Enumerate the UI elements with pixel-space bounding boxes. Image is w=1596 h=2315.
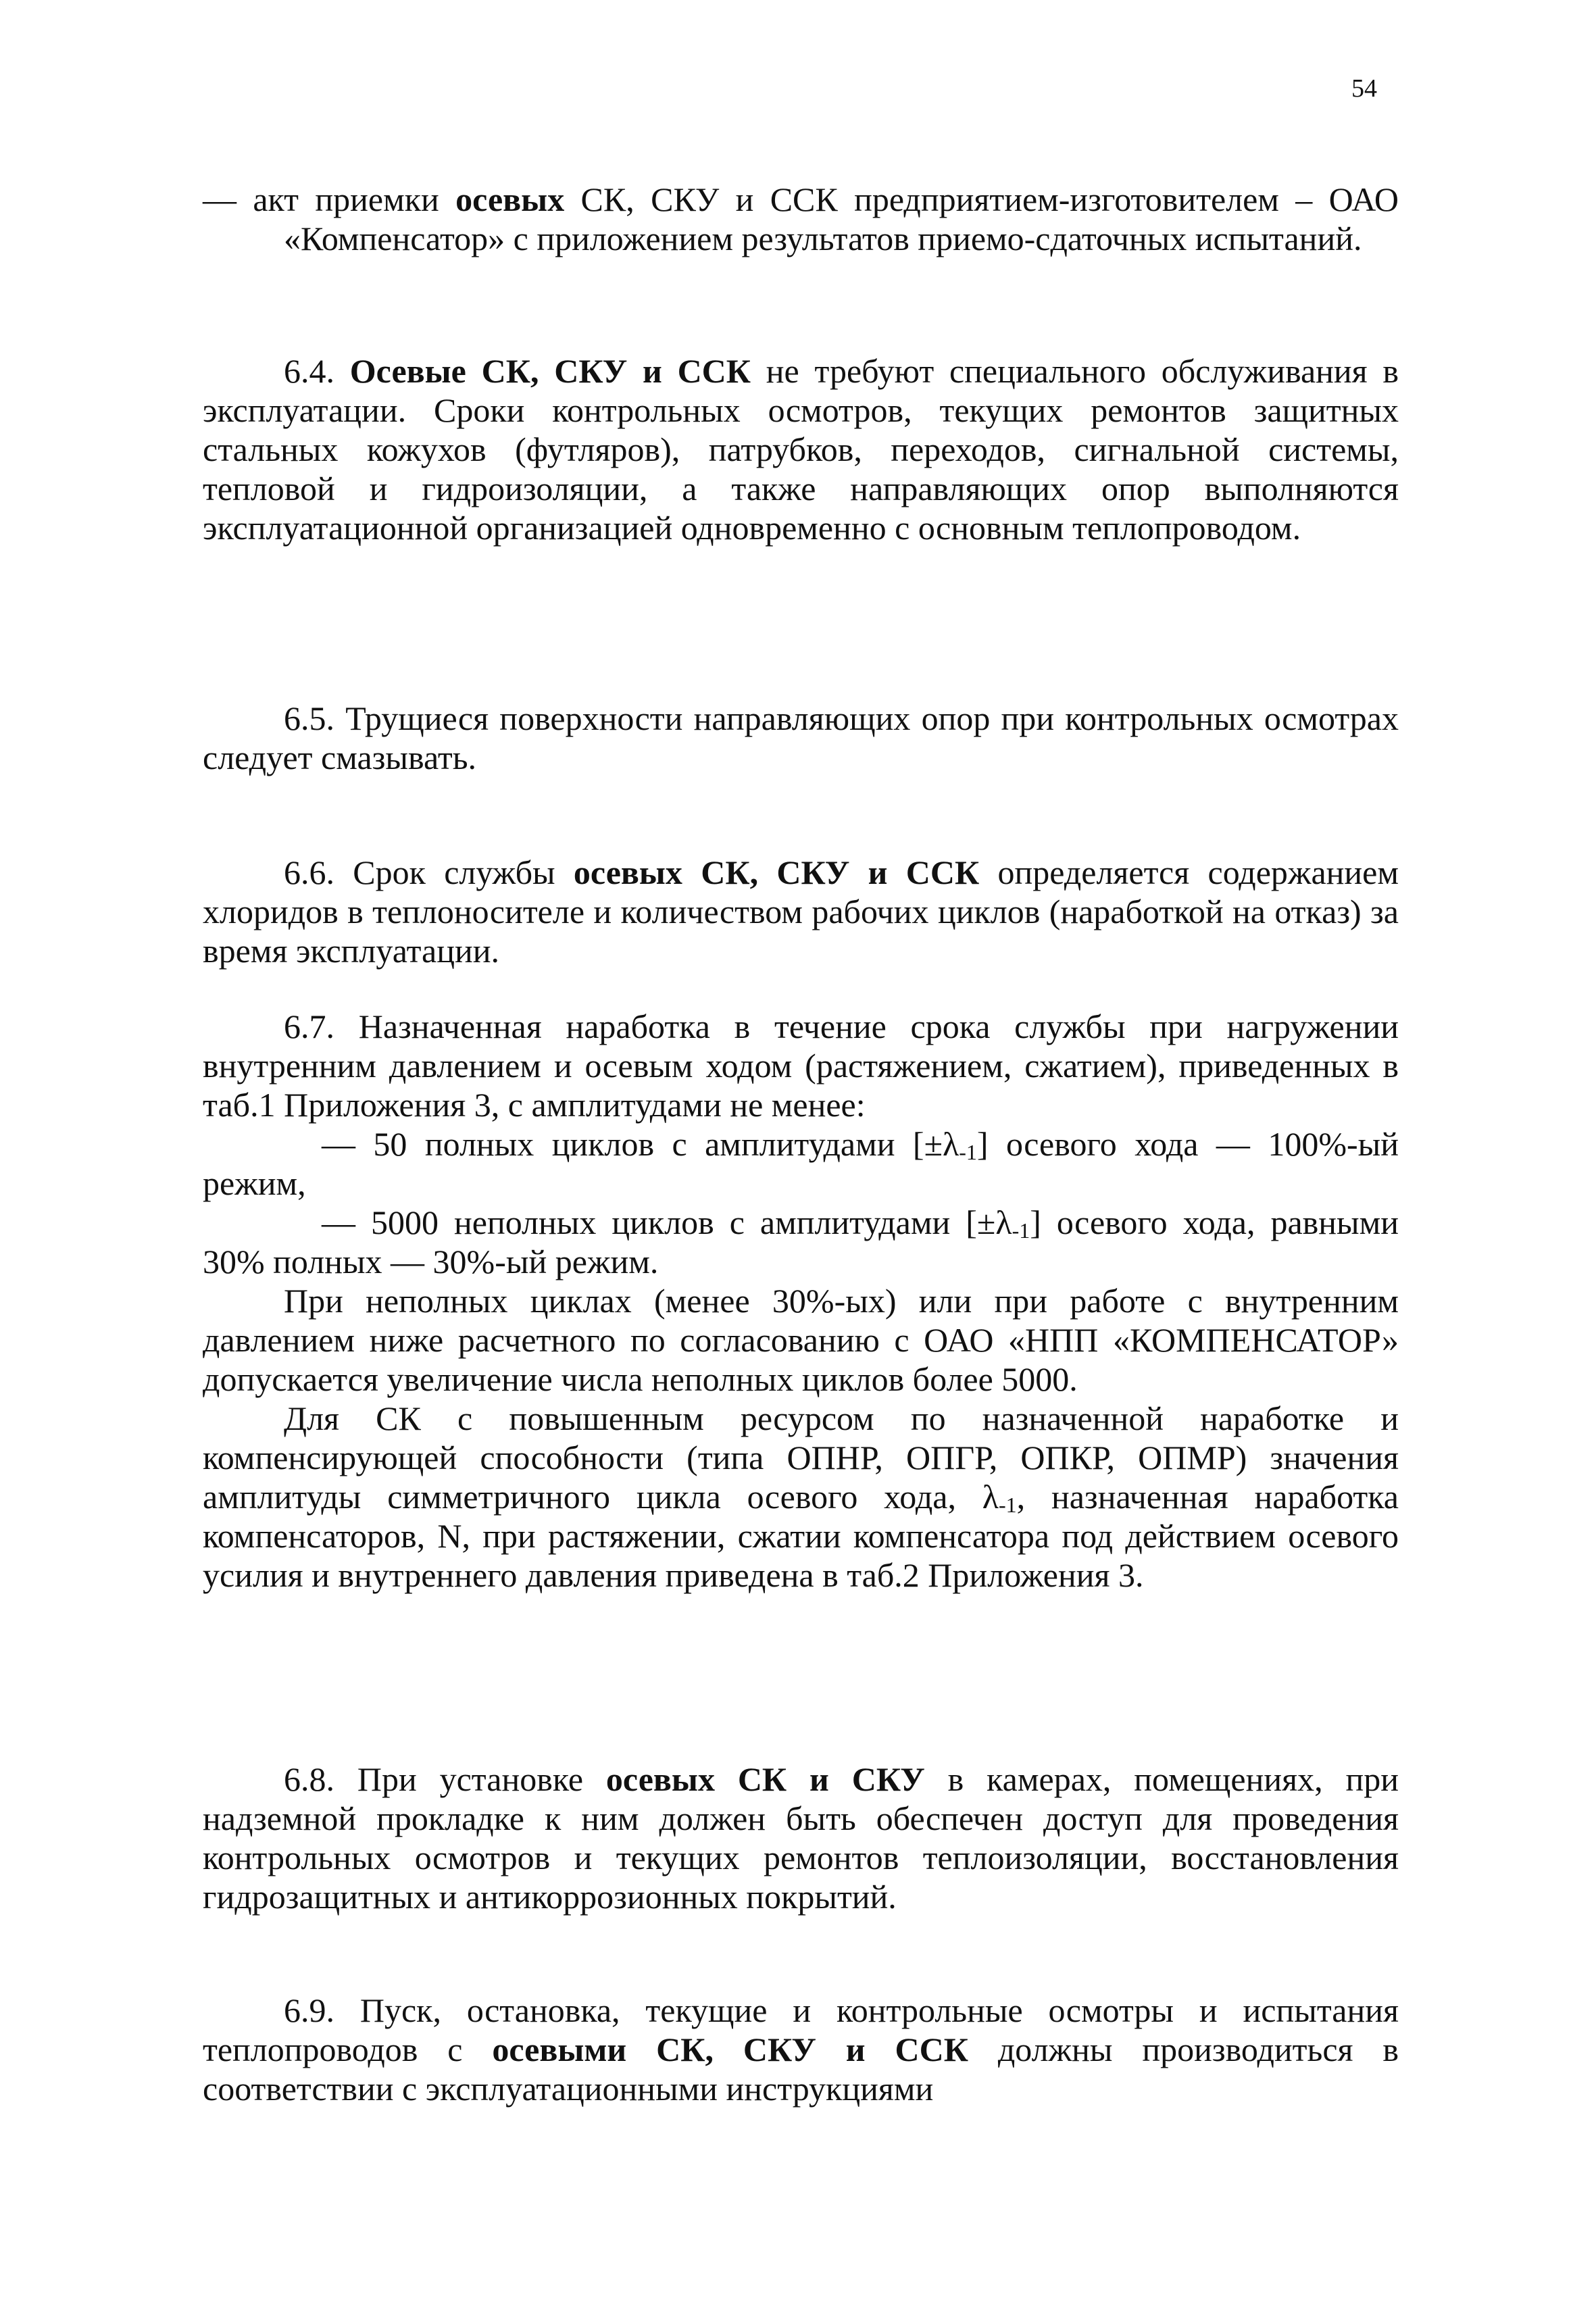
subscript: -1 <box>999 1493 1017 1517</box>
text: 6.9. Пуск, остановка, текущие и контрольные осмотры и испытания теплопроводов с <box>203 1991 1399 2068</box>
text: акт приемки <box>253 180 456 218</box>
list-item-text <box>203 180 1399 258</box>
paragraph-6-7 <box>203 1007 1399 1595</box>
text: 6.6. Срок службы <box>284 853 574 891</box>
paragraph-text <box>203 1991 1399 2108</box>
subscript: -1 <box>1012 1218 1030 1243</box>
paragraph-text: 6.7. Назначенная наработка в течение срока службы при нагружении внутренним давлением и осевым ходом (растяжением, сжатием), приведенных в таб.1 Приложения 3, с амплитудами не менее: <box>203 1007 1399 1124</box>
bold-text: осевых <box>455 180 565 218</box>
text: ] осевого хода, равными 30% полных — 30%-ый режим. <box>203 1203 1399 1280</box>
paragraph-partial-cycles-note: При неполных циклах (менее 30%-ых) или при работе с внутренним давлением ниже расчетного по согласованию с ОАО «НПП «КОМПЕНСАТОР» допускается увеличение числа неполных циклов более 5000. <box>203 1282 1399 1398</box>
bold-text: осевых СК и СКУ <box>605 1760 925 1798</box>
paragraph-6-6 <box>203 853 1399 970</box>
subscript: -1 <box>959 1140 977 1164</box>
paragraph-text <box>203 853 1399 970</box>
paragraph-6-5 <box>203 699 1399 777</box>
paragraph-text <box>203 1760 1399 1916</box>
text: — 5000 неполных циклов с амплитудами [±λ <box>322 1203 1012 1241</box>
paragraph-text: 6.5. Трущиеся поверхности направляющих опор при контрольных осмотрах следует смазывать. <box>203 699 1399 776</box>
paragraph-increased-resource <box>203 1399 1399 1595</box>
paragraph-6-8 <box>203 1760 1399 1916</box>
bold-text: Осевые СК, СКУ и ССК <box>349 352 751 390</box>
list-item-full-cycles <box>203 1124 1399 1203</box>
text: , назначенная наработка компенсаторов, N, при растяжении, сжатии компенсатора под действием осевого усилия и внутреннего давления приведена в таб.2 Приложения 3. <box>203 1478 1399 1594</box>
list-item-acceptance-act <box>203 180 1399 258</box>
text: должны производиться в соответствии с эксплуатационными инструкциями <box>203 2031 1399 2108</box>
text: — 50 полных циклов с амплитудами [±λ <box>322 1125 959 1163</box>
list-item-partial-cycles <box>203 1203 1399 1281</box>
page-number: 54 <box>1351 74 1377 103</box>
text: определяется содержанием хлоридов в теплоносителе и количеством рабочих циклов (наработкой на отказ) за время эксплуатации. <box>203 853 1399 970</box>
dash: — <box>203 180 253 218</box>
section-number: 6.4. <box>284 352 350 390</box>
paragraph-6-9 <box>203 1991 1399 2108</box>
text: не требуют специального обслуживания в эксплуатации. Сроки контрольных осмотров, текущих ремонтов защитных стальных кожухов (футляров), патрубков, переходов, сигнальной системы, тепловой и гидроизоляции, а также направляющих опор выполняются эксплуатационной организацией одновременно с основным теплопроводом. <box>203 352 1399 547</box>
text: Для СК с повышенным ресурсом по назначенной наработке и компенсирующей способности (типа ОПНР, ОПГР, ОПКР, ОПМР) значения амплитуды симметричного цикла осевого хода, λ <box>203 1399 1399 1516</box>
bold-text: осевыми СК, СКУ и ССК <box>492 2031 968 2068</box>
paragraph-text <box>203 351 1399 547</box>
text: 6.8. При установке <box>284 1760 606 1798</box>
text: ] осевого хода — 100%-ый режим, <box>203 1125 1399 1202</box>
bold-text: осевых СК, СКУ и ССК <box>573 853 980 891</box>
paragraph-6-4 <box>203 351 1399 547</box>
text: СК, СКУ и ССК предприятием-изготовителем – ОАО «Компенсатор» с приложением результатов приемо-сдаточных испытаний. <box>284 180 1399 257</box>
text: в камерах, помещениях, при надземной прокладке к ним должен быть обеспечен доступ для проведения контрольных осмотров и текущих ремонтов теплоизоляции, восстановления гидрозащитных и антикоррозионных покрытий. <box>203 1760 1399 1916</box>
